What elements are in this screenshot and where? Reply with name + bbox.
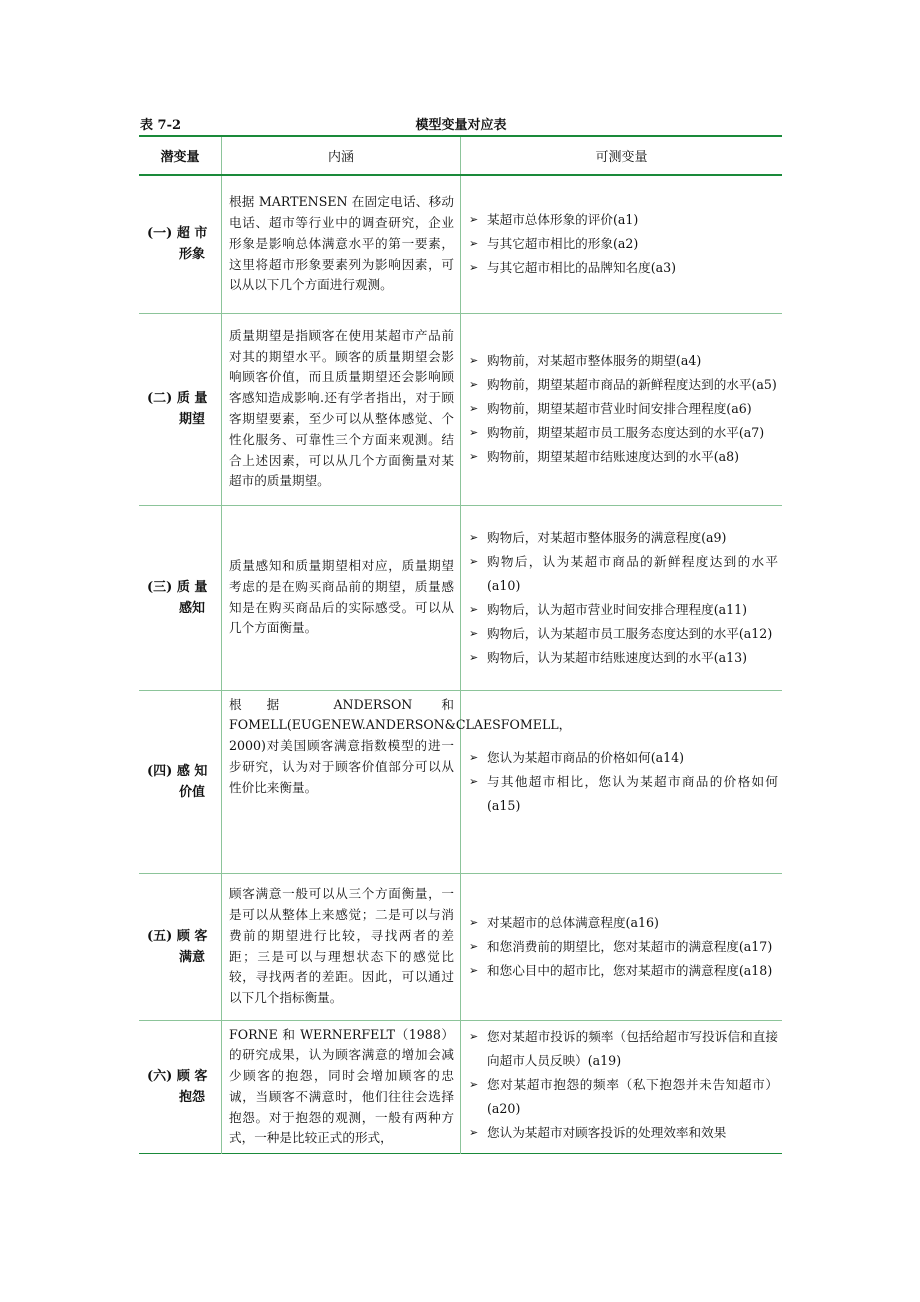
measure-text: 对某超市的总体满意程度(a16)	[487, 914, 659, 930]
table-row	[139, 175, 782, 313]
arrowhead-bullet-icon: ➢	[469, 261, 479, 275]
latent-cell	[139, 175, 222, 313]
table-row	[139, 873, 782, 1020]
latent-label: (四) 感 知	[147, 763, 208, 779]
latent-label-cont: 形象	[179, 247, 206, 263]
measure-item	[468, 445, 778, 469]
latent-cell	[139, 1020, 222, 1154]
latent-label-cont: 抱怨	[179, 1089, 206, 1105]
measure-item	[468, 373, 778, 397]
arrowhead-bullet-icon: ➢	[469, 354, 479, 367]
measure-text: 购物前，期望某超市结账速度达到的水平(a8)	[487, 449, 740, 464]
measure-item	[468, 622, 778, 646]
arrowhead-bullet-icon: ➢	[469, 963, 479, 977]
arrowhead-bullet-icon: ➢	[469, 1077, 479, 1091]
meaning-cell: 根据 MARTENSEN 在固定电话、移动电话、超市等行业中的调查研究，企业形象是影响总体满意水平的第一要素，这里将超市形象要素列为影响因素，可以从以下几个方面进行观测。	[222, 175, 461, 313]
measure-item	[468, 232, 778, 256]
measure-text: 购物前，期望某超市营业时间安排合理程度(a6)	[487, 401, 752, 416]
table-header-row	[139, 136, 782, 175]
table-row	[139, 313, 782, 505]
measure-item	[468, 208, 778, 232]
arrowhead-bullet-icon: ➢	[469, 378, 479, 391]
measure-item	[468, 646, 778, 670]
measure-text: 和您消费前的期望比，您对某超市的满意程度(a17)	[487, 938, 773, 954]
measure-item	[468, 770, 778, 818]
measure-item	[468, 397, 778, 421]
table-row	[139, 505, 782, 690]
latent-label: (六) 顾 客	[147, 1068, 208, 1084]
arrowhead-bullet-icon: ➢	[469, 426, 479, 439]
measure-text: 您认为某超市商品的价格如何(a14)	[487, 749, 685, 765]
measure-item	[468, 256, 778, 280]
latent-label-cont: 期望	[179, 412, 206, 427]
arrowhead-bullet-icon: ➢	[469, 450, 479, 463]
meaning-cell: 质量感知和质量期望相对应，质量期望考虑的是在购买商品前的期望，质量感知是在购买商品后的实际感受。可以从几个方面衡量。	[222, 505, 461, 690]
table-body	[139, 175, 782, 1154]
arrowhead-bullet-icon: ➢	[469, 554, 479, 568]
measure-list	[468, 746, 778, 818]
measure-text: 您对某超市投诉的频率（包括给超市写投诉信和直接向超市人员反映）(a19)	[487, 1028, 778, 1068]
latent-cell	[139, 313, 222, 505]
latent-label: (二) 质 量	[147, 391, 208, 406]
measure-text: 您认为某超市对顾客投诉的处理效率和效果	[487, 1124, 727, 1140]
table-number: 表 7-2	[140, 118, 182, 133]
measure-item	[468, 746, 778, 770]
measure-list	[468, 911, 778, 983]
latent-cell	[139, 505, 222, 690]
measure-text: 购物前，期望某超市商品的新鲜程度达到的水平(a5)	[487, 377, 777, 392]
measure-list	[468, 1025, 778, 1145]
measure-item	[468, 1025, 778, 1073]
arrowhead-bullet-icon: ➢	[469, 1125, 479, 1139]
measure-list	[468, 208, 778, 280]
measure-item	[468, 1073, 778, 1121]
table-title: 模型变量对应表	[415, 118, 507, 133]
latent-cell	[139, 690, 222, 873]
latent-label-cont: 满意	[179, 949, 206, 965]
measure-text: 购物后，认为某超市员工服务态度达到的水平(a12)	[487, 625, 773, 641]
measure-text: 购物后，认为超市营业时间安排合理程度(a11)	[487, 601, 748, 617]
arrowhead-bullet-icon: ➢	[469, 915, 479, 929]
measure-text: 购物前，对某超市整体服务的期望(a4)	[487, 353, 702, 368]
latent-label-cont: 价值	[179, 784, 206, 800]
header-meaning: 内涵	[222, 136, 461, 175]
arrowhead-bullet-icon: ➢	[469, 237, 479, 251]
measure-item	[468, 526, 778, 550]
measure-item	[468, 550, 778, 598]
table-row	[139, 690, 782, 873]
measure-item	[468, 959, 778, 983]
latent-cell	[139, 873, 222, 1020]
latent-label-cont: 感知	[179, 600, 206, 616]
meaning-cell: FORNE 和 WERNERFELT（1988）的研究成果，认为顾客满意的增加会减少顾客的抱怨，同时会增加顾客的忠诚，当顾客不满意时，他们往往会选择抱怨。对于抱怨的观测，一般有两种方式，一种是比较正式的形式，	[222, 1020, 461, 1154]
table-row	[139, 1020, 782, 1154]
arrowhead-bullet-icon: ➢	[469, 602, 479, 616]
variable-table	[139, 135, 782, 1154]
measure-cell	[461, 1020, 783, 1154]
measure-cell	[461, 873, 783, 1020]
arrowhead-bullet-icon: ➢	[469, 750, 479, 764]
measure-item	[468, 421, 778, 445]
measure-text: 与其它超市相比的形象(a2)	[487, 236, 639, 252]
measure-text: 购物后，认为某超市结账速度达到的水平(a13)	[487, 649, 748, 665]
measure-item	[468, 935, 778, 959]
arrowhead-bullet-icon: ➢	[469, 626, 479, 640]
measure-item	[468, 1121, 778, 1145]
measure-text: 您对某超市抱怨的频率（私下抱怨并未告知超市）(a20)	[487, 1076, 778, 1116]
measure-text: 和您心目中的超市比，您对某超市的满意程度(a18)	[487, 962, 773, 978]
measure-list	[468, 526, 778, 670]
header-latent: 潜变量	[139, 136, 222, 175]
latent-label: (一) 超 市	[147, 226, 208, 242]
meaning-cell: 根据 ANDERSON 和 FOMELL(EUGENEW.ANDERSON&CLAESFOMELL，2000)对美国顾客满意指数模型的进一步研究，认为对于顾客价值部分可以从性价比来衡量。	[222, 690, 461, 873]
measure-item	[468, 911, 778, 935]
arrowhead-bullet-icon: ➢	[469, 1029, 479, 1043]
measure-cell	[461, 505, 783, 690]
arrowhead-bullet-icon: ➢	[469, 939, 479, 953]
arrowhead-bullet-icon: ➢	[469, 774, 479, 788]
measure-cell	[461, 313, 783, 505]
arrowhead-bullet-icon: ➢	[469, 213, 479, 227]
measure-text: 与其他超市相比，您认为某超市商品的价格如何(a15)	[487, 773, 778, 813]
measure-list	[468, 349, 778, 469]
measure-text: 购物后，认为某超市商品的新鲜程度达到的水平(a10)	[487, 553, 778, 593]
latent-label: (五) 顾 客	[147, 928, 208, 944]
measure-text: 购物后，对某超市整体服务的满意程度(a9)	[487, 529, 727, 545]
latent-label: (三) 质 量	[147, 579, 208, 595]
arrowhead-bullet-icon: ➢	[469, 530, 479, 544]
table-caption	[140, 114, 782, 134]
meaning-cell: 顾客满意一般可以从三个方面衡量，一是可以从整体上来感觉；二是可以与消费前的期望进行比较，寻找两者的差距；三是可以与理想状态下的感觉比较，寻找两者的差距。因此，可以通过以下几个指标衡量。	[222, 873, 461, 1020]
header-measure: 可测变量	[461, 136, 783, 175]
arrowhead-bullet-icon: ➢	[469, 650, 479, 664]
measure-item	[468, 598, 778, 622]
measure-item	[468, 349, 778, 373]
measure-cell	[461, 175, 783, 313]
measure-text: 与其它超市相比的品牌知名度(a3)	[487, 260, 677, 276]
measure-text: 某超市总体形象的评价(a1)	[487, 212, 639, 228]
arrowhead-bullet-icon: ➢	[469, 402, 479, 415]
measure-text: 购物前，期望某超市员工服务态度达到的水平(a7)	[487, 425, 765, 440]
meaning-cell: 质量期望是指顾客在使用某超市产品前对其的期望水平。顾客的质量期望会影响顾客价值，而且质量期望还会影响顾客感知造成影响.还有学者指出，对于顾客期望要素，至少可以从整体感觉、个性化服务、可靠性三个方面来观测。结合上述因素，可以从几个方面衡量对某超市的质量期望。	[222, 313, 461, 505]
